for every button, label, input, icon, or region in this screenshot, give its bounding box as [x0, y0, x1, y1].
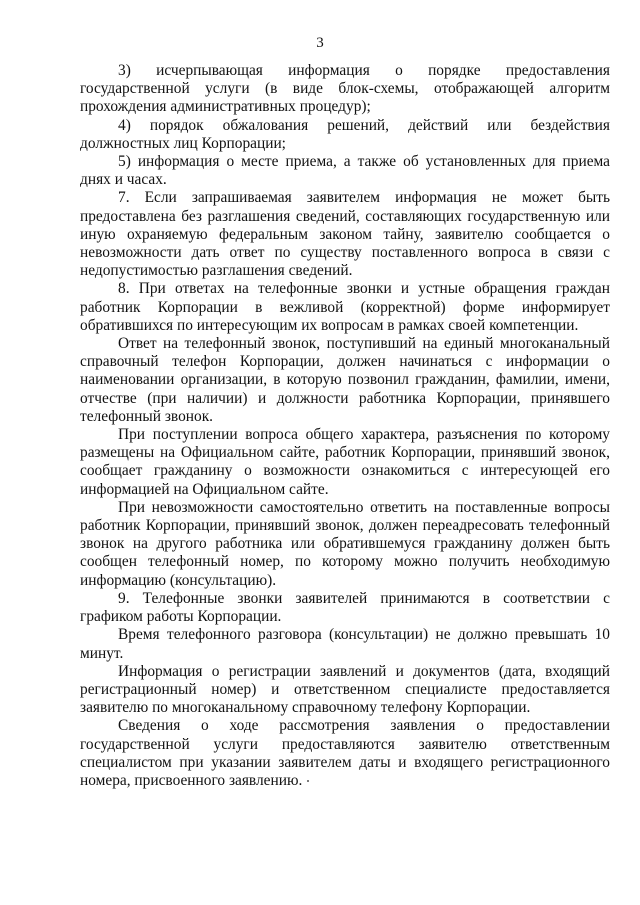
paragraph-clause-8: 8. При ответах на телефонные звонки и устные обращения граждан работник Корпорации в вежливой (корректной) форме информирует обратившихся по интересующим их вопросам в рамках своей компетенции. — [80, 280, 610, 334]
paragraph-redirect-call: При невозможности самостоятельно ответить на поставленные вопросы работник Корпорации, принявший звонок, должен переадресовать телефонный звонок на другого работника или обратившемуся гражданину должен быть сообщен телефонный номер, по которому можно получить необходимую информацию (консультацию). — [80, 498, 610, 589]
paragraph-call-duration: Время телефонного разговора (консультации) не должно превышать 10 минут. — [80, 626, 610, 662]
paragraph-item-5: 5) информация о месте приема, а также об установленных для приема днях и часах. — [80, 153, 610, 189]
paragraph-clause-9: 9. Телефонные звонки заявителей принимаются в соответствии с графиком работы Корпорации. — [80, 589, 610, 626]
paragraph-item-4: 4) порядок обжалования решений, действий или бездействия должностных лиц Корпорации; — [80, 116, 610, 152]
paragraph-general-question: При поступлении вопроса общего характера, разъяснения по которому размещены на Официальном сайте, работник Корпорации, принявший звонок, сообщает гражданину о возможности ознакомиться с интересующей его информацией на Официальном сайте. — [80, 426, 610, 498]
paragraph-review-status: Сведения о ходе рассмотрения заявления о предоставлении государственной услуги предоставляются заявителю ответственным специалистом при указании заявителем даты и входящего регистрационного номера, присвоенного заявлению. — [80, 717, 610, 789]
paragraph-registration-info: Информация о регистрации заявлений и документов (дата, входящий регистрационный номер) и ответственном специалисте предоставляется заявителю по многоканальному справочному телефону Корпорации. — [80, 662, 610, 717]
paragraph-item-3: 3) исчерпывающая информация о порядке предоставления государственной услуги (в виде блок-схемы, отображающей алгоритм прохождения административных процедур); — [80, 62, 610, 116]
paragraph-clause-7: 7. Если запрашиваемая заявителем информация не может быть предоставлена без разглашения сведений, составляющих государственную или иную охраняемую федеральным законом тайну, заявителю сообщается о невозможности дать ответ по существу поставленного вопроса в связи с недопустимостью разглашения сведений. — [80, 189, 610, 280]
document-body — [80, 62, 610, 790]
paragraph-phone-answer: Ответ на телефонный звонок, поступивший на единый многоканальный справочный телефон Корпорации, должен начинаться с информации о наименовании организации, в которую позвонил гражданин, фамилии, имени, отчестве (при наличии) и должности работника Корпорации, принявшего телефонный звонок. — [80, 335, 610, 425]
scan-dot-mark — [307, 780, 309, 782]
page-number: 3 — [316, 35, 324, 51]
